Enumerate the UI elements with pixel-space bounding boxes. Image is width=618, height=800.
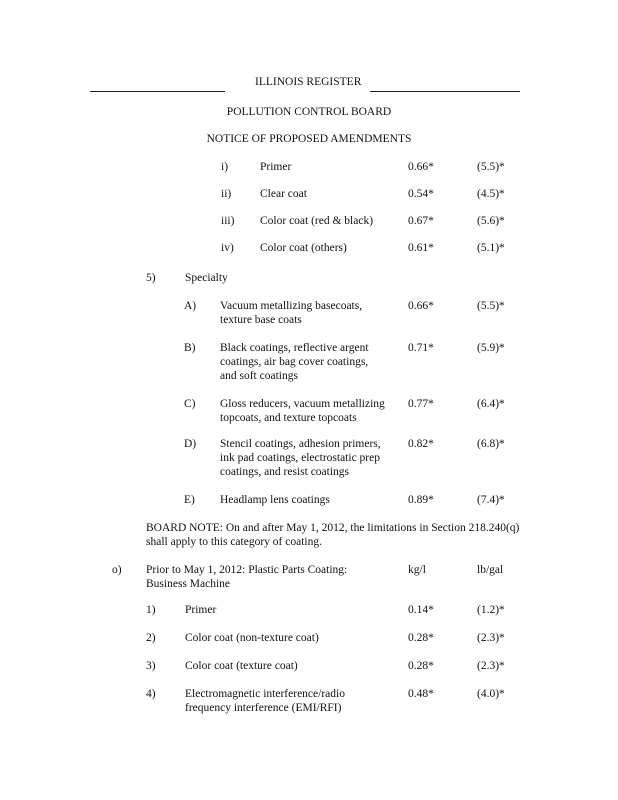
item-kg-value: 0.66*	[408, 300, 434, 312]
item-label-line: coatings, and resist coatings	[220, 466, 350, 478]
item-number: B)	[184, 342, 196, 354]
item-kg-value: 0.82*	[408, 438, 434, 450]
item-label-line: and soft coatings	[220, 370, 298, 382]
item-kg-value: 0.54*	[408, 188, 434, 200]
register-title: ILLINOIS REGISTER	[255, 76, 362, 88]
item-lb-value: (6.8)*	[477, 438, 505, 450]
item-number: i)	[221, 161, 229, 173]
item-lb-value: (5.6)*	[477, 215, 505, 227]
item-number: D)	[184, 438, 197, 450]
item-lb-value: (7.4)*	[477, 494, 505, 506]
item-label-line: ink pad coatings, electrostatic prep	[220, 452, 380, 464]
item-lb-value: (2.3)*	[477, 632, 505, 644]
item-label-line: frequency interference (EMI/RFI)	[185, 702, 342, 714]
item-lb-value: (4.5)*	[477, 188, 505, 200]
item-lb-value: (2.3)*	[477, 660, 505, 672]
item-number: A)	[184, 300, 197, 312]
item-number: iv)	[221, 242, 234, 254]
item-label: Clear coat	[260, 188, 307, 200]
item-lb-value: (4.0)*	[477, 688, 505, 700]
item-kg-value: 0.71*	[408, 342, 434, 354]
specialty-label: Specialty	[185, 272, 228, 284]
item-number: 4)	[146, 688, 156, 700]
item-label-line: Color coat (texture coat)	[185, 660, 298, 672]
item-lb-value: (5.1)*	[477, 242, 505, 254]
item-kg-value: 0.66*	[408, 161, 434, 173]
item-lb-value: (5.5)*	[477, 161, 505, 173]
header-rule-right	[370, 91, 520, 92]
item-label-line: topcoats, and texture topcoats	[220, 412, 357, 424]
item-label: Primer	[260, 161, 292, 173]
item-kg-value: 0.14*	[408, 604, 434, 616]
item-label-line: Color coat (non-texture coat)	[185, 632, 319, 644]
item-kg-value: 0.67*	[408, 215, 434, 227]
item-lb-value: (1.2)*	[477, 604, 505, 616]
item-label: Color coat (red & black)	[260, 215, 374, 227]
unit-kg-header: kg/l	[408, 564, 426, 576]
board-title: POLLUTION CONTROL BOARD	[226, 106, 392, 118]
item-number: iii)	[221, 215, 235, 227]
item-number: 3)	[146, 660, 156, 672]
unit-lb-header: lb/gal	[477, 564, 504, 576]
item-label-line: Primer	[185, 604, 217, 616]
item-number: ii)	[221, 188, 232, 200]
item-kg-value: 0.61*	[408, 242, 434, 254]
item-label-line: Headlamp lens coatings	[220, 494, 330, 506]
item-label-line: Gloss reducers, vacuum metallizing	[220, 398, 385, 410]
board-note-line: BOARD NOTE: On and after May 1, 2012, the limitations in Section 218.240(q)	[146, 522, 520, 534]
specialty-number: 5)	[146, 272, 156, 284]
section-number: o)	[112, 564, 122, 576]
item-label-line: Electromagnetic interference/radio	[185, 688, 345, 700]
section-title-line: Prior to May 1, 2012: Plastic Parts Coating:	[146, 564, 348, 576]
header-rule-left	[90, 91, 225, 92]
item-lb-value: (6.4)*	[477, 398, 505, 410]
item-kg-value: 0.28*	[408, 660, 434, 672]
item-label-line: coatings, air bag cover coatings,	[220, 356, 369, 368]
item-kg-value: 0.48*	[408, 688, 434, 700]
item-label-line: Black coatings, reflective argent	[220, 342, 369, 354]
item-number: 2)	[146, 632, 156, 644]
item-lb-value: (5.9)*	[477, 342, 505, 354]
item-label-line: Vacuum metallizing basecoats,	[220, 300, 363, 312]
section-title-line: Business Machine	[146, 578, 231, 590]
board-note-line: shall apply to this category of coating.	[146, 536, 322, 548]
item-number: C)	[184, 398, 196, 410]
item-label-line: texture base coats	[220, 314, 302, 326]
item-label: Color coat (others)	[260, 242, 347, 254]
item-label-line: Stencil coatings, adhesion primers,	[220, 438, 381, 450]
item-kg-value: 0.89*	[408, 494, 434, 506]
item-number: E)	[184, 494, 195, 506]
item-kg-value: 0.77*	[408, 398, 434, 410]
item-number: 1)	[146, 604, 156, 616]
item-lb-value: (5.5)*	[477, 300, 505, 312]
notice-title: NOTICE OF PROPOSED AMENDMENTS	[206, 133, 412, 145]
item-kg-value: 0.28*	[408, 632, 434, 644]
